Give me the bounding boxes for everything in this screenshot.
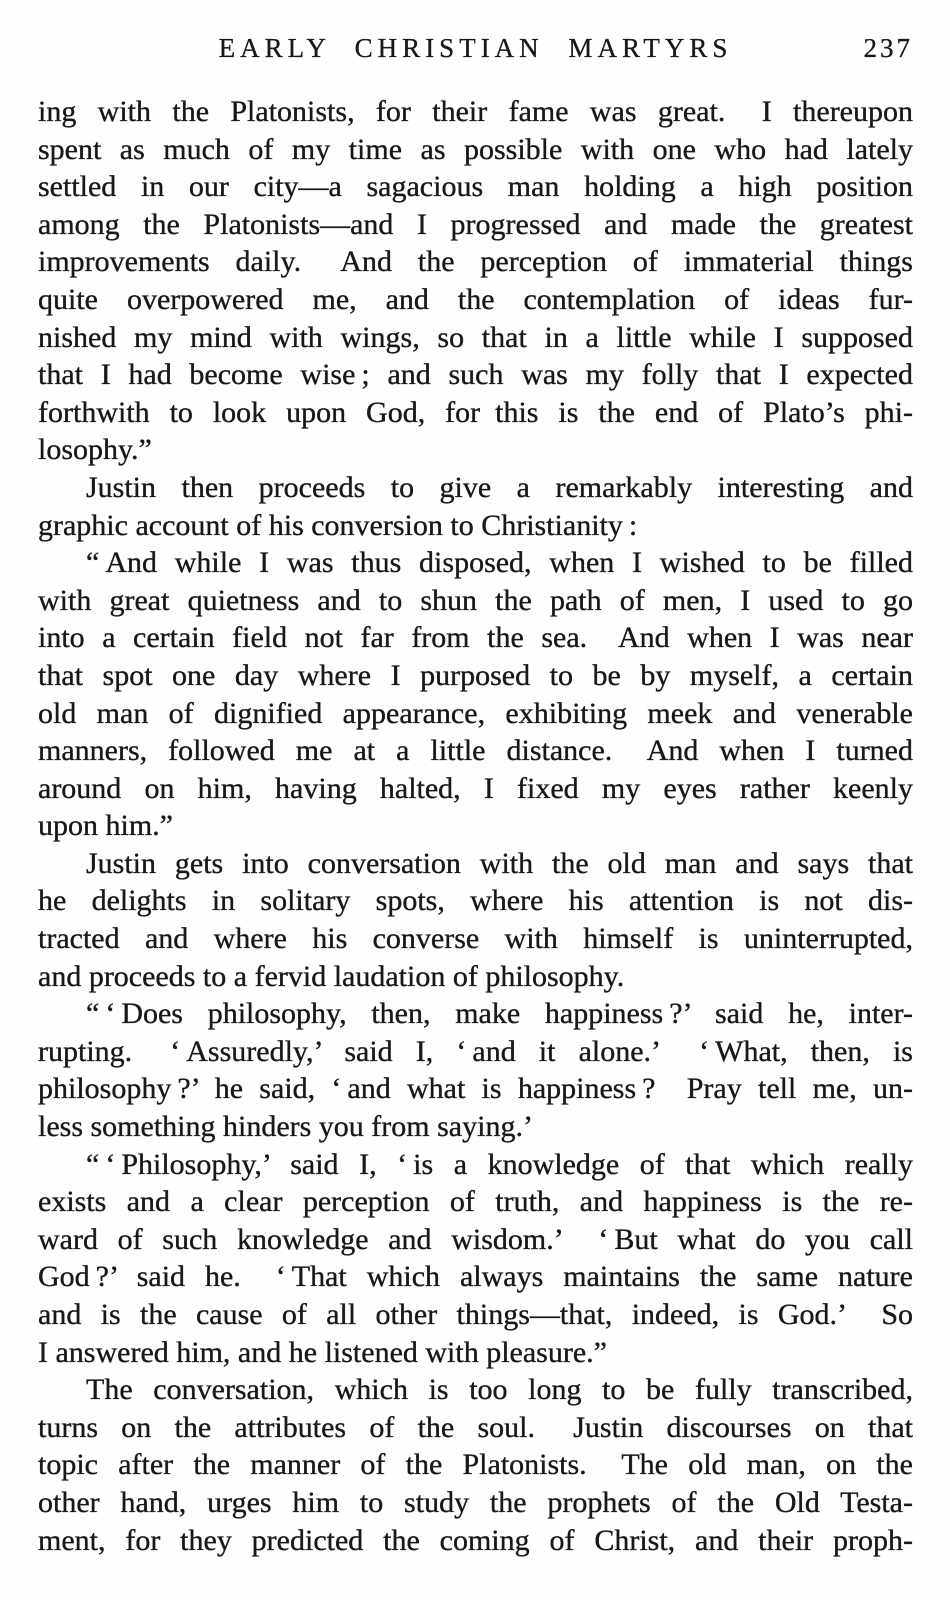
text-line: into a certain field not far from the sea. And when I was near	[38, 621, 913, 655]
text-line: that I had become wise ; and such was my folly that I expected	[38, 358, 913, 392]
text-line: “ And while I was thus disposed, when I wished to be filled	[86, 546, 913, 580]
paragraph	[38, 1371, 913, 1559]
text-line: less something hinders you from saying.’	[38, 1110, 533, 1144]
text-line: philosophy ?’ he said, ‘ and what is happiness ? Pray tell me, un-	[38, 1072, 913, 1106]
text-line: nished my mind with wings, so that in a little while I supposed	[38, 320, 913, 354]
paragraph	[38, 995, 913, 1145]
text-line: exists and a clear perception of truth, and happiness is the re-	[38, 1185, 913, 1219]
text-line: that spot one day where I purposed to be by myself, a certain	[38, 658, 913, 692]
text-line: I answered him, and he listened with pleasure.”	[38, 1335, 607, 1369]
page-number: 237	[863, 33, 913, 63]
paragraph	[38, 1146, 913, 1372]
paragraph	[38, 93, 913, 469]
text-line: God ?’ said he. ‘ That which always maintains the same nature	[38, 1260, 913, 1294]
paragraph	[38, 544, 913, 845]
text-line: and is the cause of all other things—that, indeed, is God.’ So	[38, 1298, 913, 1331]
text-line: spent as much of my time as possible with one who had lately	[38, 132, 913, 166]
page-body	[38, 93, 913, 1559]
text-line: “ ‘ Does philosophy, then, make happiness ?’ said he, inter-	[86, 997, 913, 1031]
text-line: quite overpowered me, and the contemplation of ideas fur-	[38, 282, 913, 316]
text-line: among the Platonists—and I progressed and made the greatest	[38, 207, 913, 241]
text-line: manners, followed me at a little distance. And when I turned	[38, 734, 913, 768]
text-line: old man of dignified appearance, exhibiting meek and venerable	[38, 696, 913, 730]
text-line: turns on the attributes of the soul. Justin discourses on that	[38, 1410, 913, 1444]
text-line: graphic account of his conversion to Christianity :	[38, 508, 638, 542]
text-line: ward of such knowledge and wisdom.’ ‘ But what do you call	[38, 1222, 913, 1256]
text-line: losophy.”	[38, 433, 152, 467]
paragraph	[38, 845, 913, 995]
text-line: other hand, urges him to study the prophets of the Old Testa-	[38, 1485, 913, 1519]
text-line: topic after the manner of the Platonists. The old man, on the	[38, 1448, 913, 1482]
paragraph	[38, 469, 913, 544]
text-line: The conversation, which is too long to be fully transcribed,	[86, 1373, 913, 1407]
text-line: Justin gets into conversation with the old man and says that	[86, 846, 913, 880]
text-line: rupting. ‘ Assuredly,’ said I, ‘ and it alone.’ ‘ What, then, is	[38, 1034, 913, 1068]
text-line: ment, for they predicted the coming of Christ, and their proph-	[38, 1523, 913, 1557]
text-line: “ ‘ Philosophy,’ said I, ‘ is a knowledge of that which really	[86, 1147, 913, 1181]
text-line: around on him, having halted, I fixed my eyes rather keenly	[38, 771, 913, 805]
text-line: and proceeds to a fervid laudation of philosophy.	[38, 959, 625, 993]
running-header	[38, 31, 913, 65]
text-line: he delights in solitary spots, where his attention is not dis-	[38, 884, 913, 918]
text-line: forthwith to look upon God, for this is the end of Plato’s phi-	[38, 395, 913, 429]
running-head-title: EARLY CHRISTIAN MARTYRS	[218, 33, 733, 63]
text-line: tracted and where his converse with himself is uninterrupted,	[38, 922, 913, 956]
text-line: ing with the Platonists, for their fame was great. I thereupon	[38, 95, 913, 128]
text-line: with great quietness and to shun the path of men, I used to go	[38, 583, 913, 617]
text-line: Justin then proceeds to give a remarkably interesting and	[86, 470, 913, 504]
text-line: settled in our city—a sagacious man holding a high position	[38, 170, 913, 204]
text-line: improvements daily. And the perception of immaterial things	[38, 245, 913, 279]
text-line: upon him.”	[38, 809, 173, 843]
